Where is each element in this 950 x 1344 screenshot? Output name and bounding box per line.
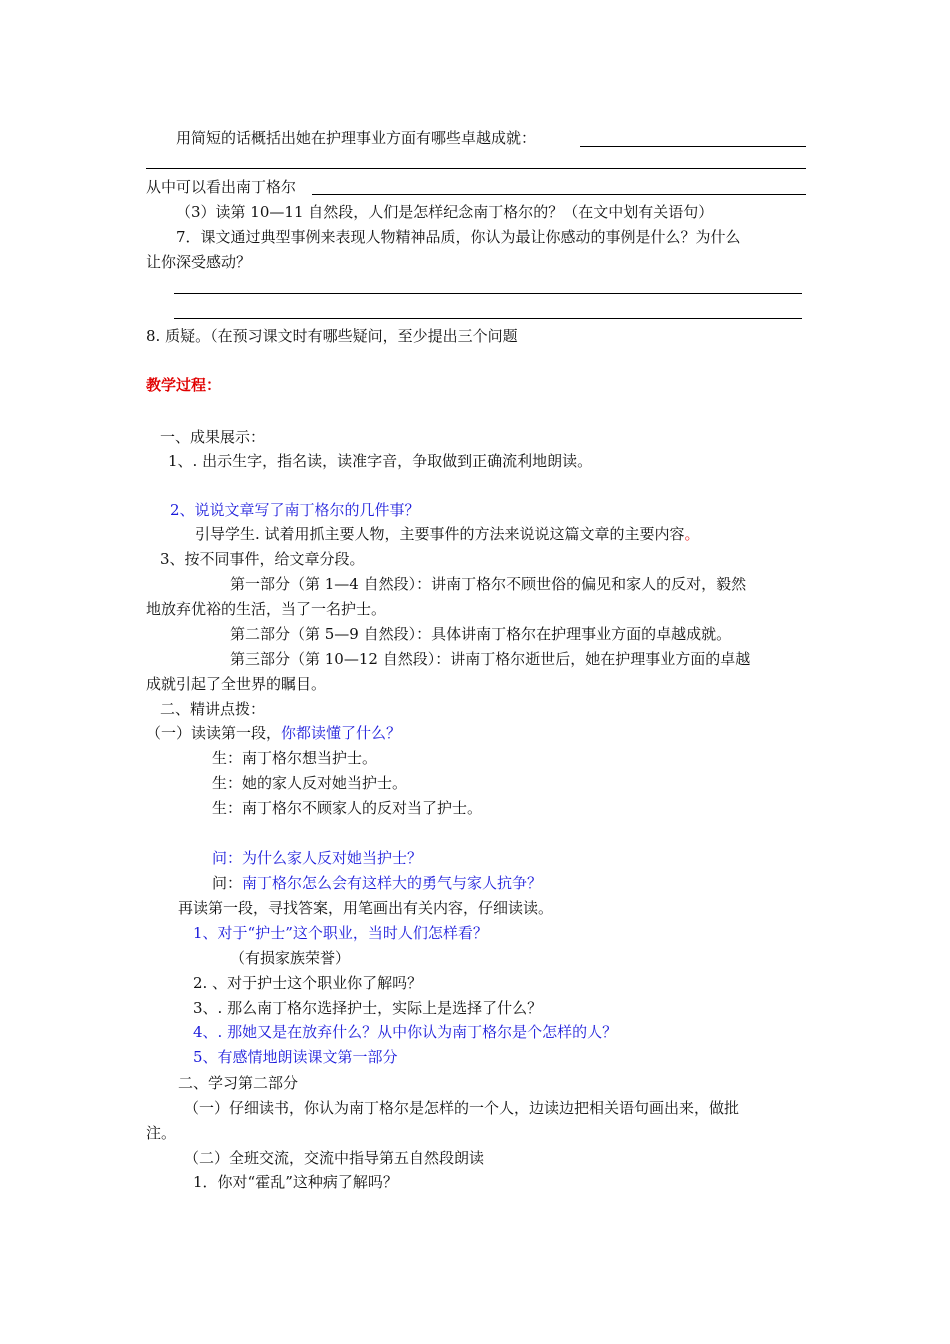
student-answer-2: 生：她的家人反对她当护士。 [212,774,408,792]
reread-question-3: 3、. 那么南丁格尔选择护士，实际上是选择了什么？ [193,999,543,1017]
part-3: 第三部分（第 10—12 自然段）：讲南丁格尔逝世后，她在护理事业方面的卓越 [230,650,751,668]
question-7: 7．课文通过典型事例来表现人物精神品质，你认为最让你感动的事例是什么？为什么 [176,228,741,246]
answer-line [174,318,802,319]
answer-line [580,146,806,147]
answer-line [174,293,802,294]
part-1: 第一部分（第 1—4 自然段）：讲南丁格尔不顾世俗的偏见和家人的反对，毅然 [230,575,747,593]
student-answer-3: 生：南丁格尔不顾家人的反对当了护士。 [212,799,483,817]
reread-question-1: 1、对于“护士”这个职业，当时人们怎样看？ [193,924,488,942]
teacher-question-2-prefix: 问： [212,874,243,892]
question-8: 8. 质疑。（在预习课文时有哪些疑问，至少提出三个问题 [146,327,518,345]
summary-prompt: 用简短的话概括出她在护理事业方面有哪些卓越成就： [176,129,537,147]
reread-answer-1: （有损家族荣誉） [230,949,351,967]
step-1-item-3: 3、按不同事件，给文章分段。 [160,550,365,568]
reread-question-5: 5、有感情地朗读课文第一部分 [193,1048,398,1066]
answer-line [312,194,806,195]
step-1-title: 一、成果展示： [160,428,266,446]
teacher-question-2-text: 南丁格尔怎么会有这样大的勇气与家人抗争？ [242,874,543,892]
reread-instruction: 再读第一段，寻找答案，用笔画出有关内容，仔细读读。 [178,899,554,917]
step-3-item-1: （一）仔细读书，你认为南丁格尔是怎样的一个人，边读边把相关语句画出来，做批 [184,1099,740,1117]
section-heading: 教学过程： [146,376,222,394]
question-7-cont: 让你深受感动？ [146,253,252,271]
step-2-title: 二、精讲点拨： [160,700,266,718]
step-3-title: 二、学习第二部分 [178,1074,299,1092]
see-from-text: 从中可以看出南丁格尔 [146,178,297,196]
answer-line [146,168,806,169]
step-3-item-2: （二）全班交流，交流中指导第五自然段朗读 [184,1149,485,1167]
part-3-cont: 成就引起了全世界的瞩目。 [146,675,327,693]
guide-text-end: 。 [684,525,700,543]
part-2: 第二部分（第 5—9 自然段）：具体讲南丁格尔在护理事业方面的卓越成就。 [230,625,732,643]
student-answer-1: 生：南丁格尔想当护士。 [212,749,378,767]
teacher-question-2 [212,872,542,894]
step-3-item-1-cont: 注。 [146,1124,177,1142]
reread-question-4: 4、. 那她又是在放弃什么？从中你认为南丁格尔是个怎样的人？ [193,1023,618,1041]
reread-question-2: 2. 、对于护士这个职业你了解吗？ [193,974,423,992]
step-1-item-2: 2、说说文章写了南丁格尔的几件事？ [170,501,420,519]
step-2-item-1-question: 你都读懂了什么？ [281,724,402,742]
step-2-item-1 [146,722,401,744]
question-3: （3）读第 10—11 自然段，人们是怎样纪念南丁格尔的？（在文中划有关语句） [176,203,714,221]
step-3-item-2-1: 1．你对“霍乱”这种病了解吗？ [193,1173,398,1191]
part-1-cont: 地放弃优裕的生活，当了一名护士。 [146,600,387,618]
step-1-item-1: 1、. 出示生字，指名读，读准字音，争取做到正确流利地朗读。 [168,452,593,470]
guide-text [195,523,700,545]
step-2-item-1-prefix: （一）读读第一段， [146,724,282,742]
teacher-question-1: 问：为什么家人反对她当护士？ [212,849,423,867]
guide-text-body: 引导学生. 试着用抓主要人物，主要事件的方法来说说这篇文章的主要内容 [195,525,685,543]
